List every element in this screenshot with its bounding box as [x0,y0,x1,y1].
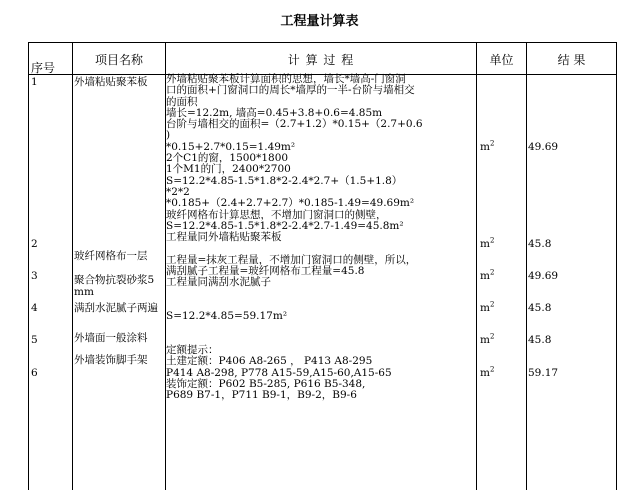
row-index: 6 [31,367,38,379]
row-index: 3 [31,270,38,282]
calc-line: 满刮腻子工程量=玻纤网格布工程量=45.8 [166,265,365,278]
calc-line: 1个M1的门，2400*2700 [166,163,291,176]
calculation-process [166,74,501,402]
header-name: 项目名称 [94,53,143,67]
calc-line: S=12.2*4.85-1.5*1.8*2-2.4*2.7+（1.5+1.8） [166,174,403,187]
row-unit: $m^2$ [480,139,495,153]
calc-line: 玻纤网格布计算思想，不增加门窗洞口的侧壁， [166,208,387,221]
row-index: 4 [31,302,38,314]
header-calc: 计 算 过 程 [287,53,355,67]
calc-line: 装饰定额：P602 B5-285, P616 B5-348, [166,378,366,391]
calc-line [166,289,501,300]
header-result: 结 果 [557,53,586,67]
row-result: 49.69 [528,141,559,153]
row-name: 满刮水泥腻子两遍 [74,302,158,314]
calc-line: *2*2 [166,185,190,198]
calc-line: 的面积 [166,95,198,108]
header-index: 序号 [31,61,56,75]
header-unit: 单位 [489,53,514,67]
calc-line: 工程量同外墙粘贴聚苯板 [166,231,282,244]
calc-line: *0.15+2.7*0.15=1.49m² [166,140,296,153]
calc-line: 外墙粘贴聚苯板计算面积的思想，墙长*墙高-门窗洞 [166,73,406,85]
calc-line: 2个C1的窗，1500*1800 [166,152,289,165]
row-name: 外墙装饰脚手架 [74,354,148,366]
row-name: 外墙粘贴聚苯板 [74,76,148,88]
row-result: 59.17 [528,367,559,379]
row-unit: $m^2$ [480,300,495,314]
calc-line: 土建定额：P406 A8-265 ， P413 A8-295 [166,355,373,368]
row-index: 1 [31,76,38,88]
row-unit: $m^2$ [480,365,495,379]
calc-line: 墙长=12.2m, 墙高=0.45+3.8+0.6=4.85m [166,106,383,119]
calc-line: 工程量=抹灰工程量，不增加门窗洞口的侧壁，所以， [166,253,417,266]
row-result: 45.8 [528,334,552,346]
row-result: 49.69 [528,270,559,282]
calc-line: *0.185+（2.4+2.7+2.7）*0.185-1.49=49.69m² [166,197,415,210]
row-index: 2 [31,238,38,250]
row-result: 45.8 [528,238,552,250]
page-title: 工程量计算表 [280,14,359,29]
row-name: 玻纤网格布一层 [74,250,148,262]
row-name: 聚合物抗裂砂浆5mm [74,274,155,298]
calc-line: 定额提示： [166,344,219,357]
calc-line: 台阶与墙相交的面积=（2.7+1.2）*0.15+（2.7+0.6 [166,118,423,131]
calc-line: S=12.2*4.85=59.17m² [166,310,288,323]
calc-line: ) [166,129,171,142]
row-result: 45.8 [528,302,552,314]
calc-line [166,323,501,334]
calc-line: S=12.2*4.85-1.5*1.8*2-2.4*2.7-1.49=45.8m² [166,219,404,232]
row-name: 外墙面一般涂料 [74,332,148,344]
calc-line: 口的面积+门窗洞口的周长*墙厚的一半-台阶与墙相交 [166,84,415,97]
row-unit: $m^2$ [480,332,495,346]
calculation-table [28,42,617,490]
calc-line: P689 B7-1，P711 B9-1，B9-2，B9-6 [166,389,357,402]
calc-line: P414 A8-298, P778 A15-59,A15-60,A15-65 [166,366,392,379]
row-unit: $m^2$ [480,268,495,282]
row-unit: $m^2$ [480,236,495,250]
column-divider [72,43,73,490]
column-divider [616,43,617,490]
calc-line: 工程量同满刮水泥腻子 [166,276,271,289]
row-index: 5 [31,334,38,346]
column-divider [526,43,527,490]
